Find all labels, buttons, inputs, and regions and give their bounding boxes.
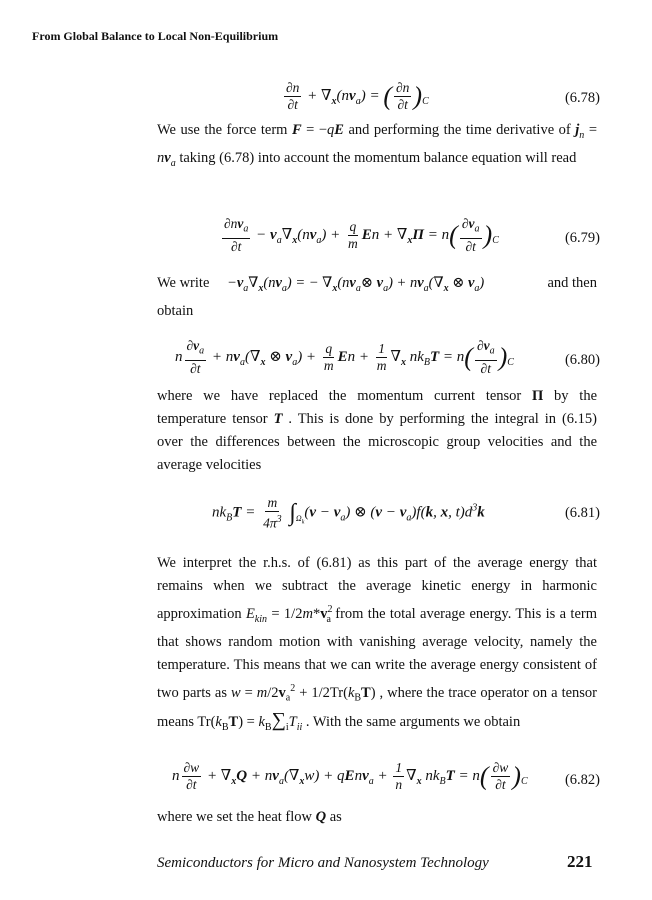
- equation-6-81: $nk_BT$ = $\frac{m}{4\pi^3}$ $\int_{\Omega_k}(v - v_a)$ ⊗ $(v - v_a)f(k$, x, $t)d^3k$ (6.81): [212, 495, 600, 531]
- page-number: 221: [567, 852, 593, 871]
- equation-6-78: $\frac{\partial n}{\partial t}$ + $\nabla_x(nv_a)$ = ( $\frac{\partial n}{\partial t}$ )$_C$ (6.78): [286, 80, 600, 112]
- running-head: From Global Balance to Local Non-Equilibrium: [32, 29, 279, 43]
- paragraph-interpretation: We interpret the r.h.s. of (6.81) as this part of the average energy that remains when we subtract the average kinetic energy in harmonic approximation $E_{kin} = 1/2m*v^2_a$ from the total average energy. This is a term that shows random motion with vanishing average velocity, namely the temperature. This means that we can write the average energy consistent of two parts as $w = m/2v_a^2 + 1/2Tr(k_BT)$ , where the trace operator on a tensor means $Tr(k_BT) = k_B\sum_iT_{ii}$ . With the same arguments we obtain: [157, 555, 598, 734]
- equation-number: (6.78): [564, 90, 600, 106]
- equation-number: (6.79): [564, 230, 600, 246]
- paragraph-heat-flow: where we set the heat flow Q as: [157, 809, 342, 825]
- equation-number: (6.82): [564, 772, 600, 788]
- equation-6-80: n $\frac{\partial v_a}{\partial t}$ + $nv_a(\nabla_x$ ⊗ $v_a$) + $\frac{q}{m}$ En + $\frac{1}{m}$ $\nabla_x$ $nk_BT = n$( $\frac{\partial v_a}{\partial t}$ )$_C$ (6.80): [175, 338, 600, 376]
- paragraph-force-term: We use the force term F = −qE and performing the time derivative of $j_n = nv_a$ taking (6.78) into account the momentum balance equation will read: [157, 122, 597, 169]
- equation-number: (6.80): [564, 352, 600, 368]
- paragraph-temperature-tensor: where we have replaced the momentum current tensor Π by the temperature tensor T . This is done by performing the integral in (6.15) over the differences between the microscopic group velocities and the average velocities: [157, 388, 597, 473]
- equation-number: (6.81): [564, 505, 600, 521]
- equation-6-79: $\frac{\partial nv_a}{\partial t}$ − $v_a\nabla_x(nv_a)$ + $\frac{q}{m}$ $En + \nabla_x\Pi = n$( $\frac{\partial v_a}{\partial t}$ )$_C$ (6.79): [224, 216, 600, 254]
- equation-6-82: n $\frac{\partial w}{\partial t}$ + $\nabla_xQ + nv_a(\nabla_xw)$ + qEnv$_a$ + $\frac{1}{n}$ $\nabla_x$ $nk_BT = n$( $\frac{\partial w}{\partial t}$ )$_C$ (6.82): [172, 760, 600, 792]
- footer-book-title: Semiconductors for Micro and Nanosystem Technology: [157, 855, 489, 871]
- paragraph-we-write: We write $-v_a\nabla_x(nv_a)$ = − $\nabla_x(nv_a\otimes$ $v_a) + nv_a(\nabla_x$ ⊗ $v_a$) and then obtain: [157, 275, 597, 319]
